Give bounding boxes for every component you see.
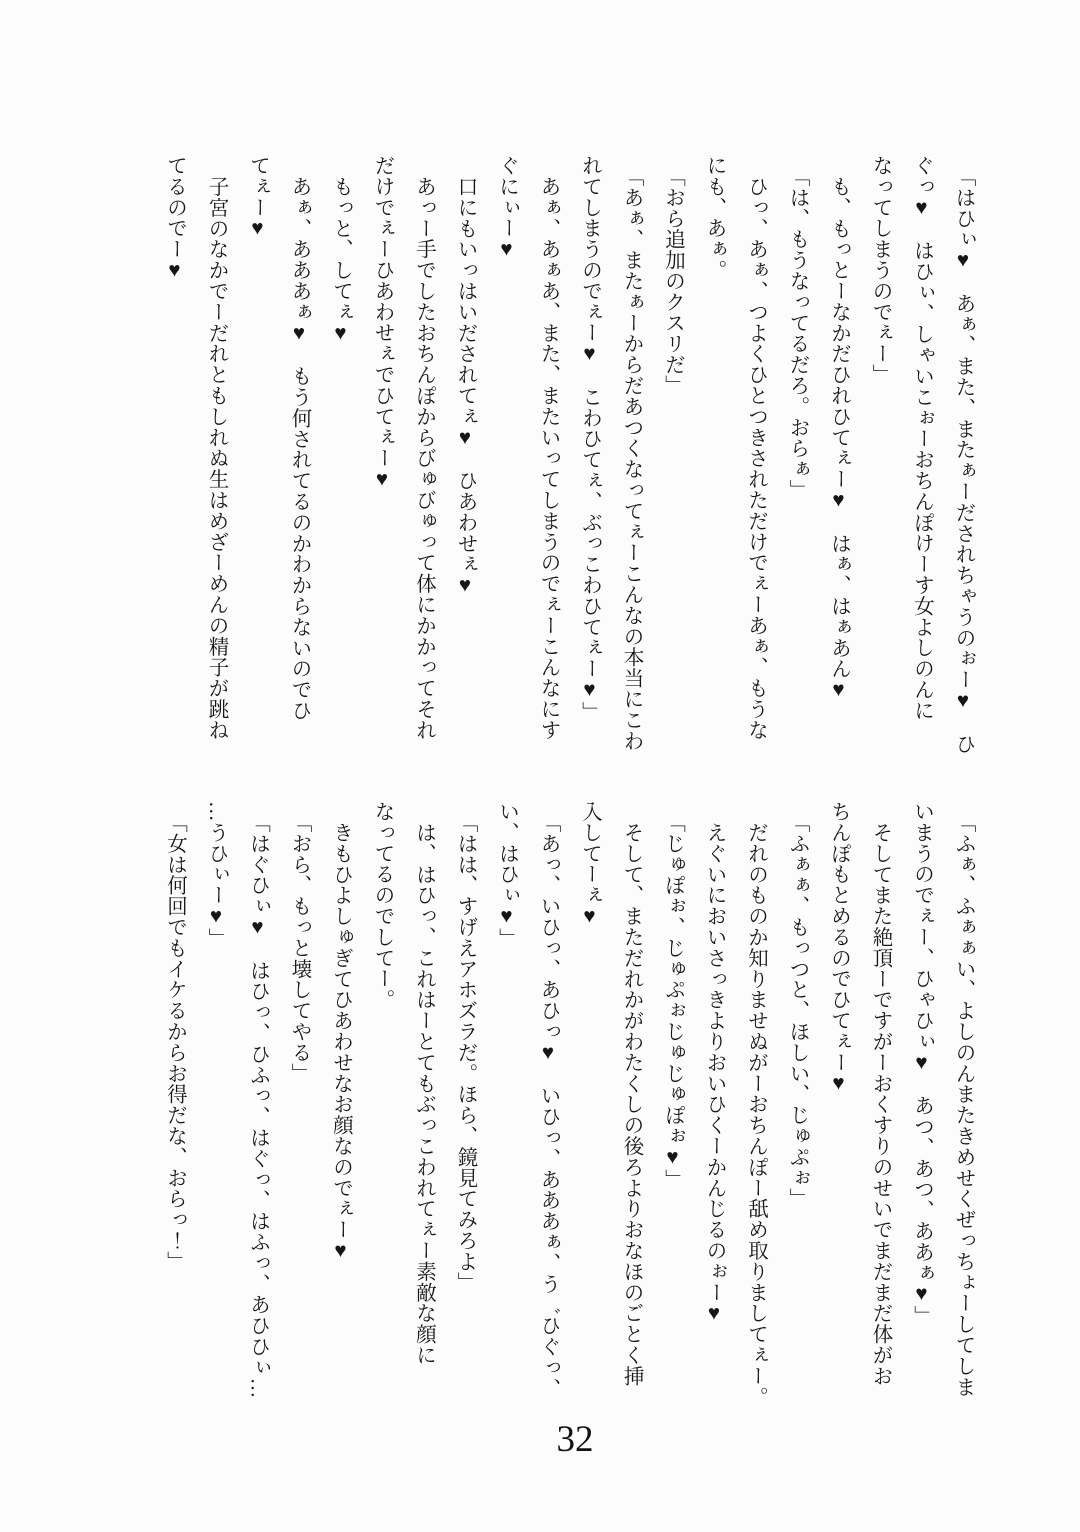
dialogue-line: …うひぃー♥」 [205, 801, 227, 949]
dialogue-line: いまうのでぇー、ひゃひぃ♥ あつ、あつ、ああぁ♥」 [910, 801, 933, 1327]
narration-line: も、もっとーなかだひれひてぇー♥ はぁ、はぁあん♥ [827, 175, 850, 701]
dialogue-line: 「はぐひぃ♥ はひっ、ひふっ、はぐっ、はふっ、あひひぃ… [246, 812, 269, 1399]
narration-line: ぐにぃー♥ [495, 155, 518, 261]
narration-line: もっと、してぇ♥ [329, 175, 352, 345]
narration-line: だけでぇーひあわせぇでひてぇー♥ [371, 155, 393, 491]
narration-line: そして、まただれかがわたくしの後ろよりおなほのごとく挿 [620, 821, 642, 1386]
dialogue-line: 「おら、もっと壊してやる」 [288, 812, 310, 1084]
page-number: 32 [556, 1419, 594, 1460]
narration-line: ひっ、あぁ、つよくひとつきされただけでぇーあぁ、もうな [744, 175, 767, 740]
narration-line: 子宮のなかでーだれともしれぬ生はめざーめんの精子が跳ね [205, 175, 227, 740]
narration-line: ちんぽもとめるのでひてぇー♥ [827, 801, 850, 1096]
dialogue-line: 「じゅぽぉ、じゅぷぉじゅじゅぽぉ♥」 [661, 812, 684, 1190]
dialogue-line: 「は、もうなってるだろ。おらぁ」 [786, 166, 808, 501]
dialogue-line: い、はひぃ♥」 [495, 801, 518, 949]
narration-line: あぁ、あぁあ、また、またいってしまうのでぇーこんなにす [537, 175, 559, 740]
narration-line: えぐいにおいさっきよりおいひくーかんじるのぉー♥ [703, 821, 725, 1325]
dialogue-line: 「女は何回でもイケるからお得だな、おらっ！」 [163, 812, 186, 1273]
narration-line: なってるのでしてー。 [371, 801, 393, 1010]
text-block-bottom [153, 801, 983, 1407]
dialogue-line: れてしまうのでぇー♥ こわひてぇ、ぶっこわひてぇー♥」 [578, 155, 601, 723]
narration-line: だれのものか知りませぬがーおちんぽー舐め取りましてぇー。 [744, 821, 767, 1407]
dialogue-line: 「はは、すげえアホズラだ。ほら、鏡見てみろよ」 [454, 812, 476, 1293]
narration-line: 口にもいっはいだされてぇ♥ ひあわせぇ♥ [454, 175, 476, 597]
narration-line: 入してーぇ♥ [578, 801, 601, 928]
dialogue-line: 「ふぁぁ、もっつと、ほしい、じゅぷぉ」 [786, 812, 808, 1210]
dialogue-line: ぐっ♥ はひぃ、しゃいこぉーおちんぽけーす女よしのんに [910, 155, 933, 721]
narration-line: てるのでー♥ [163, 155, 186, 282]
narration-line: てぇー♥ [246, 155, 269, 241]
narration-line: そしてまた絶頂ーですがーおくすりのせいでまだまだ体がお [869, 821, 891, 1386]
dialogue-line: 「あぁ、またぁーからだあつくなってぇーこんなの本当にこわ [620, 166, 642, 752]
dialogue-line: 「おら追加のクスリだ」 [661, 166, 684, 397]
dialogue-line: 「はひぃ♥ あぁ、また、またぁーだされちゃうのぉー♥ ひ [952, 166, 974, 755]
narration-line: あぁ、あああぁ♥ もう何されてるのかわからないのでひ [288, 175, 310, 721]
narration-line: にも、あぁ。 [703, 155, 725, 281]
narration-line: きもひよしゅぎてひあわせなお顔なのでぇー♥ [329, 821, 352, 1262]
narration-line: あっー手でしたおちんぽからびゅびゅって体にかかってそれ [412, 175, 435, 740]
dialogue-line: なってしまうのでぇー」 [869, 155, 891, 385]
narration-line: は、はひっ、これはーとてもぶっこわれてぇー素敵な顔に [412, 821, 435, 1365]
dialogue-line: 「あっ、いひっ、あひっ♥ いひっ、あああぁ、う゛ひぐっ、 [537, 812, 559, 1399]
text-block-top [153, 155, 983, 754]
dialogue-line: 「ふぁ、ふぁぁい、よしのんまたきめせくぜっちょーしてしま [952, 812, 974, 1398]
